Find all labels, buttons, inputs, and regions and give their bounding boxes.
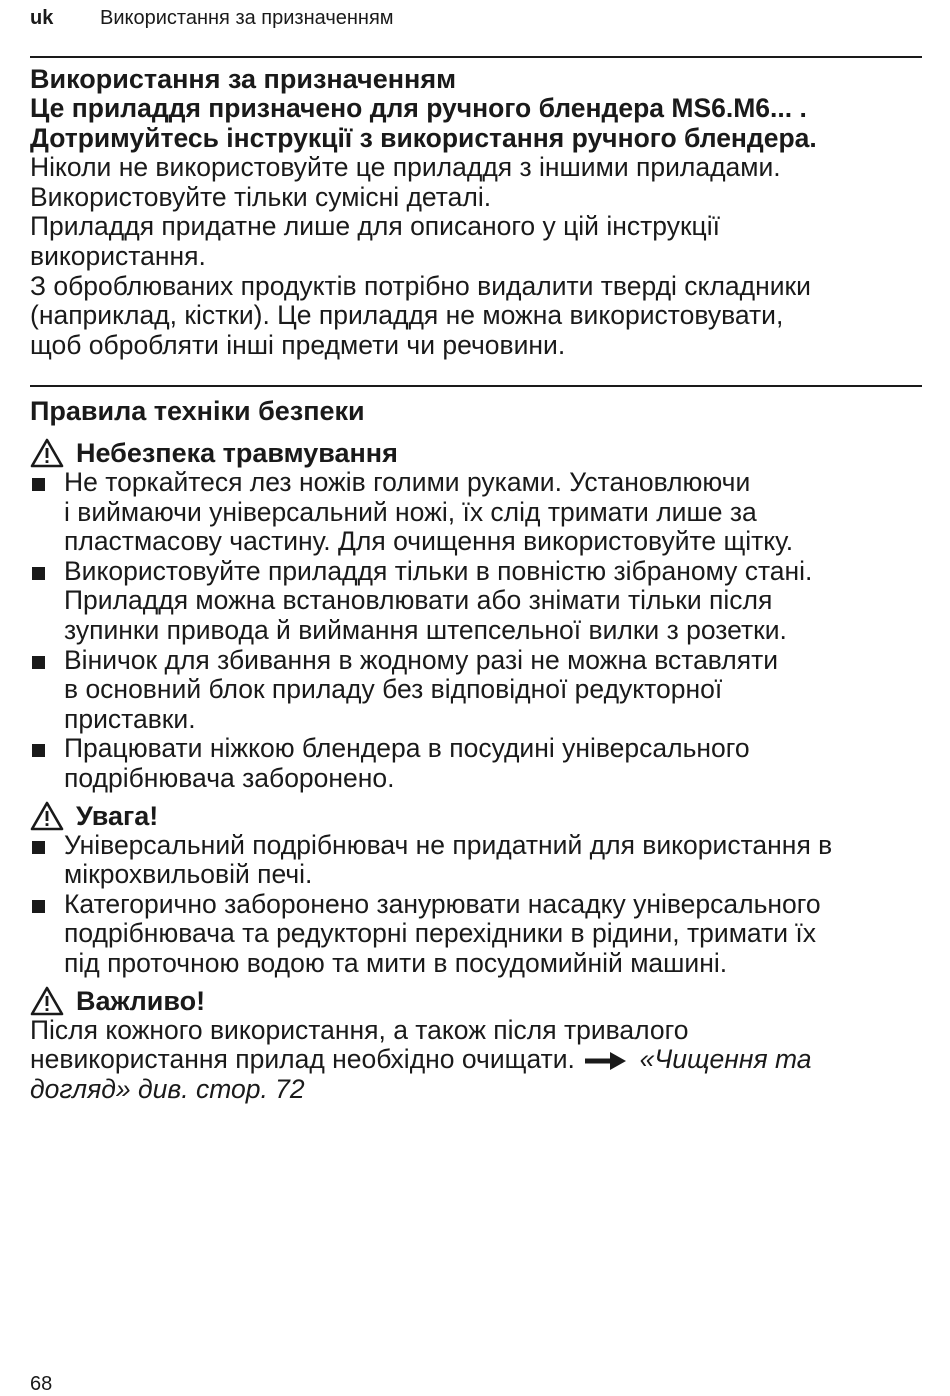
- list-item-line: Приладдя можна встановлювати або знімати тільки після: [64, 585, 773, 616]
- square-bullet-icon: [32, 567, 45, 580]
- list-item-line: Працювати ніжкою блендера в посудині універсального: [64, 733, 750, 764]
- injury-list: [30, 468, 922, 794]
- list-item-line: зупинки привода й виймання штепсельної вилки з розетки.: [64, 614, 787, 645]
- warning-triangle-icon: [30, 986, 64, 1016]
- list-item-line: подрібнювача та редукторні перехідники в рідини, тримати їх: [64, 918, 817, 949]
- cross-reference-link[interactable]: «Чищення та: [639, 1044, 812, 1075]
- list-item-line: Віничок для збивання в жодному разі не можна вставляти: [64, 644, 779, 675]
- cross-reference-link-continued[interactable]: догляд» див. стор. 72: [30, 1073, 305, 1104]
- square-bullet-icon: [32, 478, 45, 491]
- list-item: [30, 890, 922, 979]
- list-item-line: в основний блок приладу без відповідної редукторної: [64, 674, 723, 705]
- language-code: uk: [30, 7, 54, 29]
- square-bullet-icon: [32, 656, 45, 669]
- list-item-line: Використовуйте приладдя тільки в повністю зібраному стані.: [64, 555, 813, 586]
- warning-attention-title: Увага!: [76, 800, 159, 831]
- list-item-line: пластмасову частину. Для очищення використовуйте щітку.: [64, 526, 794, 557]
- warning-important-heading: [30, 986, 922, 1016]
- section-title-intended-use: Використання за призначенням: [30, 64, 457, 94]
- intended-use-line: (наприклад, кістки). Це приладдя не можна використовувати,: [30, 300, 784, 331]
- warning-important-title: Важливо!: [76, 985, 206, 1016]
- section-safety: [30, 396, 922, 1104]
- square-bullet-icon: [32, 900, 45, 913]
- attention-list: [30, 831, 922, 979]
- list-item: [30, 468, 922, 557]
- list-item-line: Категорично заборонено занурювати насадку універсального: [64, 888, 821, 919]
- list-item-line: і виймаючи універсальний ножі, їх слід тримати лише за: [64, 496, 757, 527]
- intended-use-bold-line-2: Дотримуйтесь інструкції з використання ручного блендера.: [30, 122, 817, 153]
- intended-use-line: З оброблюваних продуктів потрібно видалити тверді складники: [30, 270, 811, 301]
- divider-top: [30, 56, 922, 58]
- important-text-line-1: Після кожного використання, а також після тривалого: [30, 1014, 689, 1045]
- intended-use-line: Ніколи не використовуйте це приладдя з іншими приладами.: [30, 152, 781, 183]
- list-item: [30, 831, 922, 890]
- square-bullet-icon: [32, 841, 45, 854]
- intended-use-line: щоб обробляти інші предмети чи речовини.: [30, 329, 566, 360]
- warning-attention-heading: [30, 801, 922, 831]
- intended-use-line: Використовуйте тільки сумісні деталі.: [30, 181, 492, 212]
- intended-use-line: використання.: [30, 240, 206, 271]
- list-item-line: мікрохвильовій печі.: [64, 859, 313, 890]
- list-item-line: приставки.: [64, 703, 196, 734]
- list-item-line: Універсальний подрібнювач не придатний для використання в: [64, 829, 833, 860]
- section-title-safety: Правила техніки безпеки: [30, 396, 365, 426]
- list-item-line: під проточною водою та мити в посудомийній машині.: [64, 947, 728, 978]
- list-item-line: подрібнювача заборонено.: [64, 762, 395, 793]
- intended-use-line: Приладдя придатне лише для описаного у цій інструкції: [30, 211, 720, 242]
- page-number: 68: [30, 1373, 53, 1395]
- list-item: [30, 557, 922, 646]
- intended-use-bold-line-1: Це приладдя призначено для ручного блендера MS6.M6... .: [30, 93, 807, 123]
- warning-injury-title: Небезпека травмування: [76, 438, 398, 468]
- running-header: [30, 6, 394, 30]
- list-item-line: Не торкайтеся лез ножів голими руками. Установлюючи: [64, 467, 751, 497]
- list-item: [30, 646, 922, 735]
- warning-injury-heading: [30, 438, 922, 468]
- important-text: невикористання прилад необхідно очищати.: [30, 1044, 575, 1075]
- divider-middle: [30, 385, 922, 387]
- section-intended-use: [30, 64, 922, 360]
- list-item: [30, 734, 922, 793]
- square-bullet-icon: [32, 744, 45, 757]
- arrow-right-icon: [584, 1050, 628, 1072]
- running-header-title: Використання за призначенням: [100, 7, 394, 29]
- warning-triangle-icon: [30, 801, 64, 831]
- warning-triangle-icon: [30, 438, 64, 468]
- important-text-line-2: [30, 1045, 922, 1075]
